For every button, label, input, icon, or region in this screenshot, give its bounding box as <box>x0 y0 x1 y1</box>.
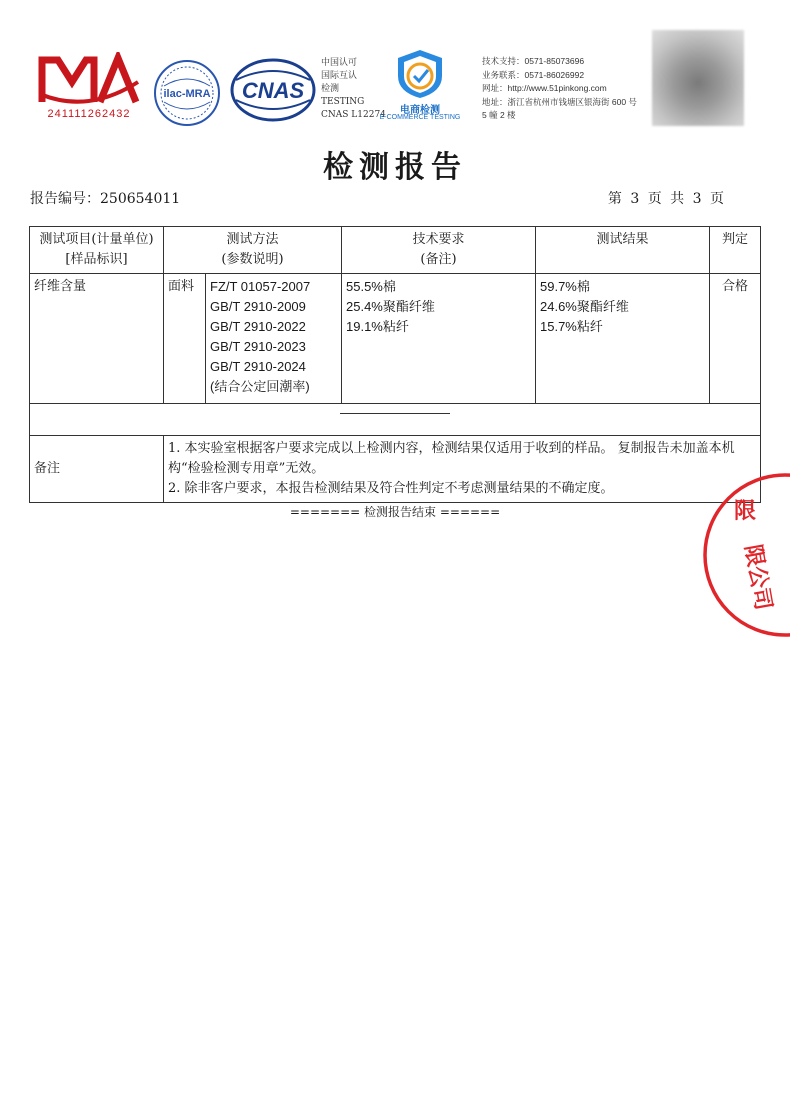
result-line: 59.7%棉 <box>540 279 590 294</box>
ilac-mra-logo <box>152 58 222 128</box>
header-test-method <box>164 227 342 274</box>
remarks-label: 备注 <box>30 436 164 503</box>
method-line: (结合公定回潮率) <box>210 379 310 394</box>
cnas-caption-line: CNAS L12274 <box>321 110 386 120</box>
method-line: FZ/T 01057-2007 <box>210 279 311 294</box>
header-text: 测试项目(计量单位) <box>39 232 154 247</box>
cell-methods <box>206 274 342 404</box>
blurred-qr-code <box>652 30 744 126</box>
method-line: GB/T 2910-2024 <box>210 359 306 374</box>
header-verdict: 判定 <box>710 227 761 274</box>
result-line: 15.7%粘纤 <box>540 319 603 334</box>
cell-test-item: 纤维含量 <box>30 274 164 404</box>
header-text: 测试方法 <box>226 232 279 247</box>
header-test-item <box>30 227 164 274</box>
cell-results <box>536 274 710 404</box>
cnas-caption-line: 中国认可 <box>321 58 358 68</box>
page-title: 检测报告 <box>323 150 467 185</box>
report-number: 报告编号：250654011 <box>30 191 181 207</box>
separator-line <box>340 413 450 414</box>
requirement-line: 55.5%棉 <box>346 279 396 294</box>
method-line: GB/T 2910-2022 <box>210 319 306 334</box>
method-line: GB/T 2910-2009 <box>210 299 306 314</box>
header-text: 技术要求 <box>412 232 465 247</box>
cnas-caption-line: 检测 <box>321 84 340 94</box>
requirement-line: 19.1%粘纤 <box>346 319 409 334</box>
ilac-label: ilac-MRA <box>163 88 211 100</box>
result-line: 24.6%聚酯纤维 <box>540 299 629 314</box>
cma-number: 241111262432 <box>47 108 131 120</box>
ecommerce-label-cn: 电商检测 <box>400 105 440 116</box>
ecommerce-label-en: E-COMMERCE TESTING <box>379 114 461 121</box>
ecommerce-testing-logo <box>378 48 462 126</box>
cnas-logo-text: CNAS <box>241 78 305 103</box>
cell-verdict: 合格 <box>710 274 761 404</box>
svg-text:限: 限 <box>734 498 757 524</box>
requirement-line: 25.4%聚酯纤维 <box>346 299 435 314</box>
company-seal-stamp <box>690 460 790 660</box>
remark-line: 1. 本实验室根据客户要求完成以上检测内容，检测结果仅适用于收到的样品。 复制报告未加盖本机构“检验检测专用章”无效。 <box>168 441 735 476</box>
cnas-caption <box>321 57 386 122</box>
cell-sample: 面料 <box>164 274 206 404</box>
contact-phone-tech: 技术支持：0571-85073696 <box>482 56 585 66</box>
separator-cell <box>30 404 761 436</box>
seal-text: 限公司 <box>739 542 777 613</box>
header-text: (备注) <box>420 252 457 267</box>
header-result: 测试结果 <box>536 227 710 274</box>
cell-requirements <box>342 274 536 404</box>
header-text: [样品标识] <box>65 252 128 267</box>
page-number: 第 3 页 共 3 页 <box>607 191 724 207</box>
header-requirement <box>342 227 536 274</box>
remarks-content <box>164 436 761 503</box>
test-results-table <box>29 226 761 503</box>
cma-logo <box>38 52 140 122</box>
header-text: (参数说明) <box>221 252 284 267</box>
contact-website: 网址：http://www.51pinkong.com <box>482 83 607 93</box>
cnas-caption-line: 国际互认 <box>321 71 358 81</box>
contact-phone-business: 业务联系：0571-86026992 <box>482 69 585 80</box>
table-header-row <box>30 227 761 274</box>
table-separator-row <box>30 404 761 436</box>
cnas-logo <box>230 58 316 122</box>
contact-address: 地址：浙江省杭州市钱塘区银海街 600 号 5 幢 2 楼 <box>482 96 637 120</box>
method-line: GB/T 2910-2023 <box>210 339 306 354</box>
contact-info <box>482 55 642 123</box>
cnas-caption-line: TESTING <box>321 97 365 107</box>
table-row <box>30 274 761 404</box>
report-end-marker: ======= 检测报告结束 ====== <box>289 505 501 519</box>
remarks-row <box>30 436 761 503</box>
remark-line: 2. 除非客户要求，本报告检测结果及符合性判定不考虑测量结果的不确定度。 <box>168 481 614 496</box>
